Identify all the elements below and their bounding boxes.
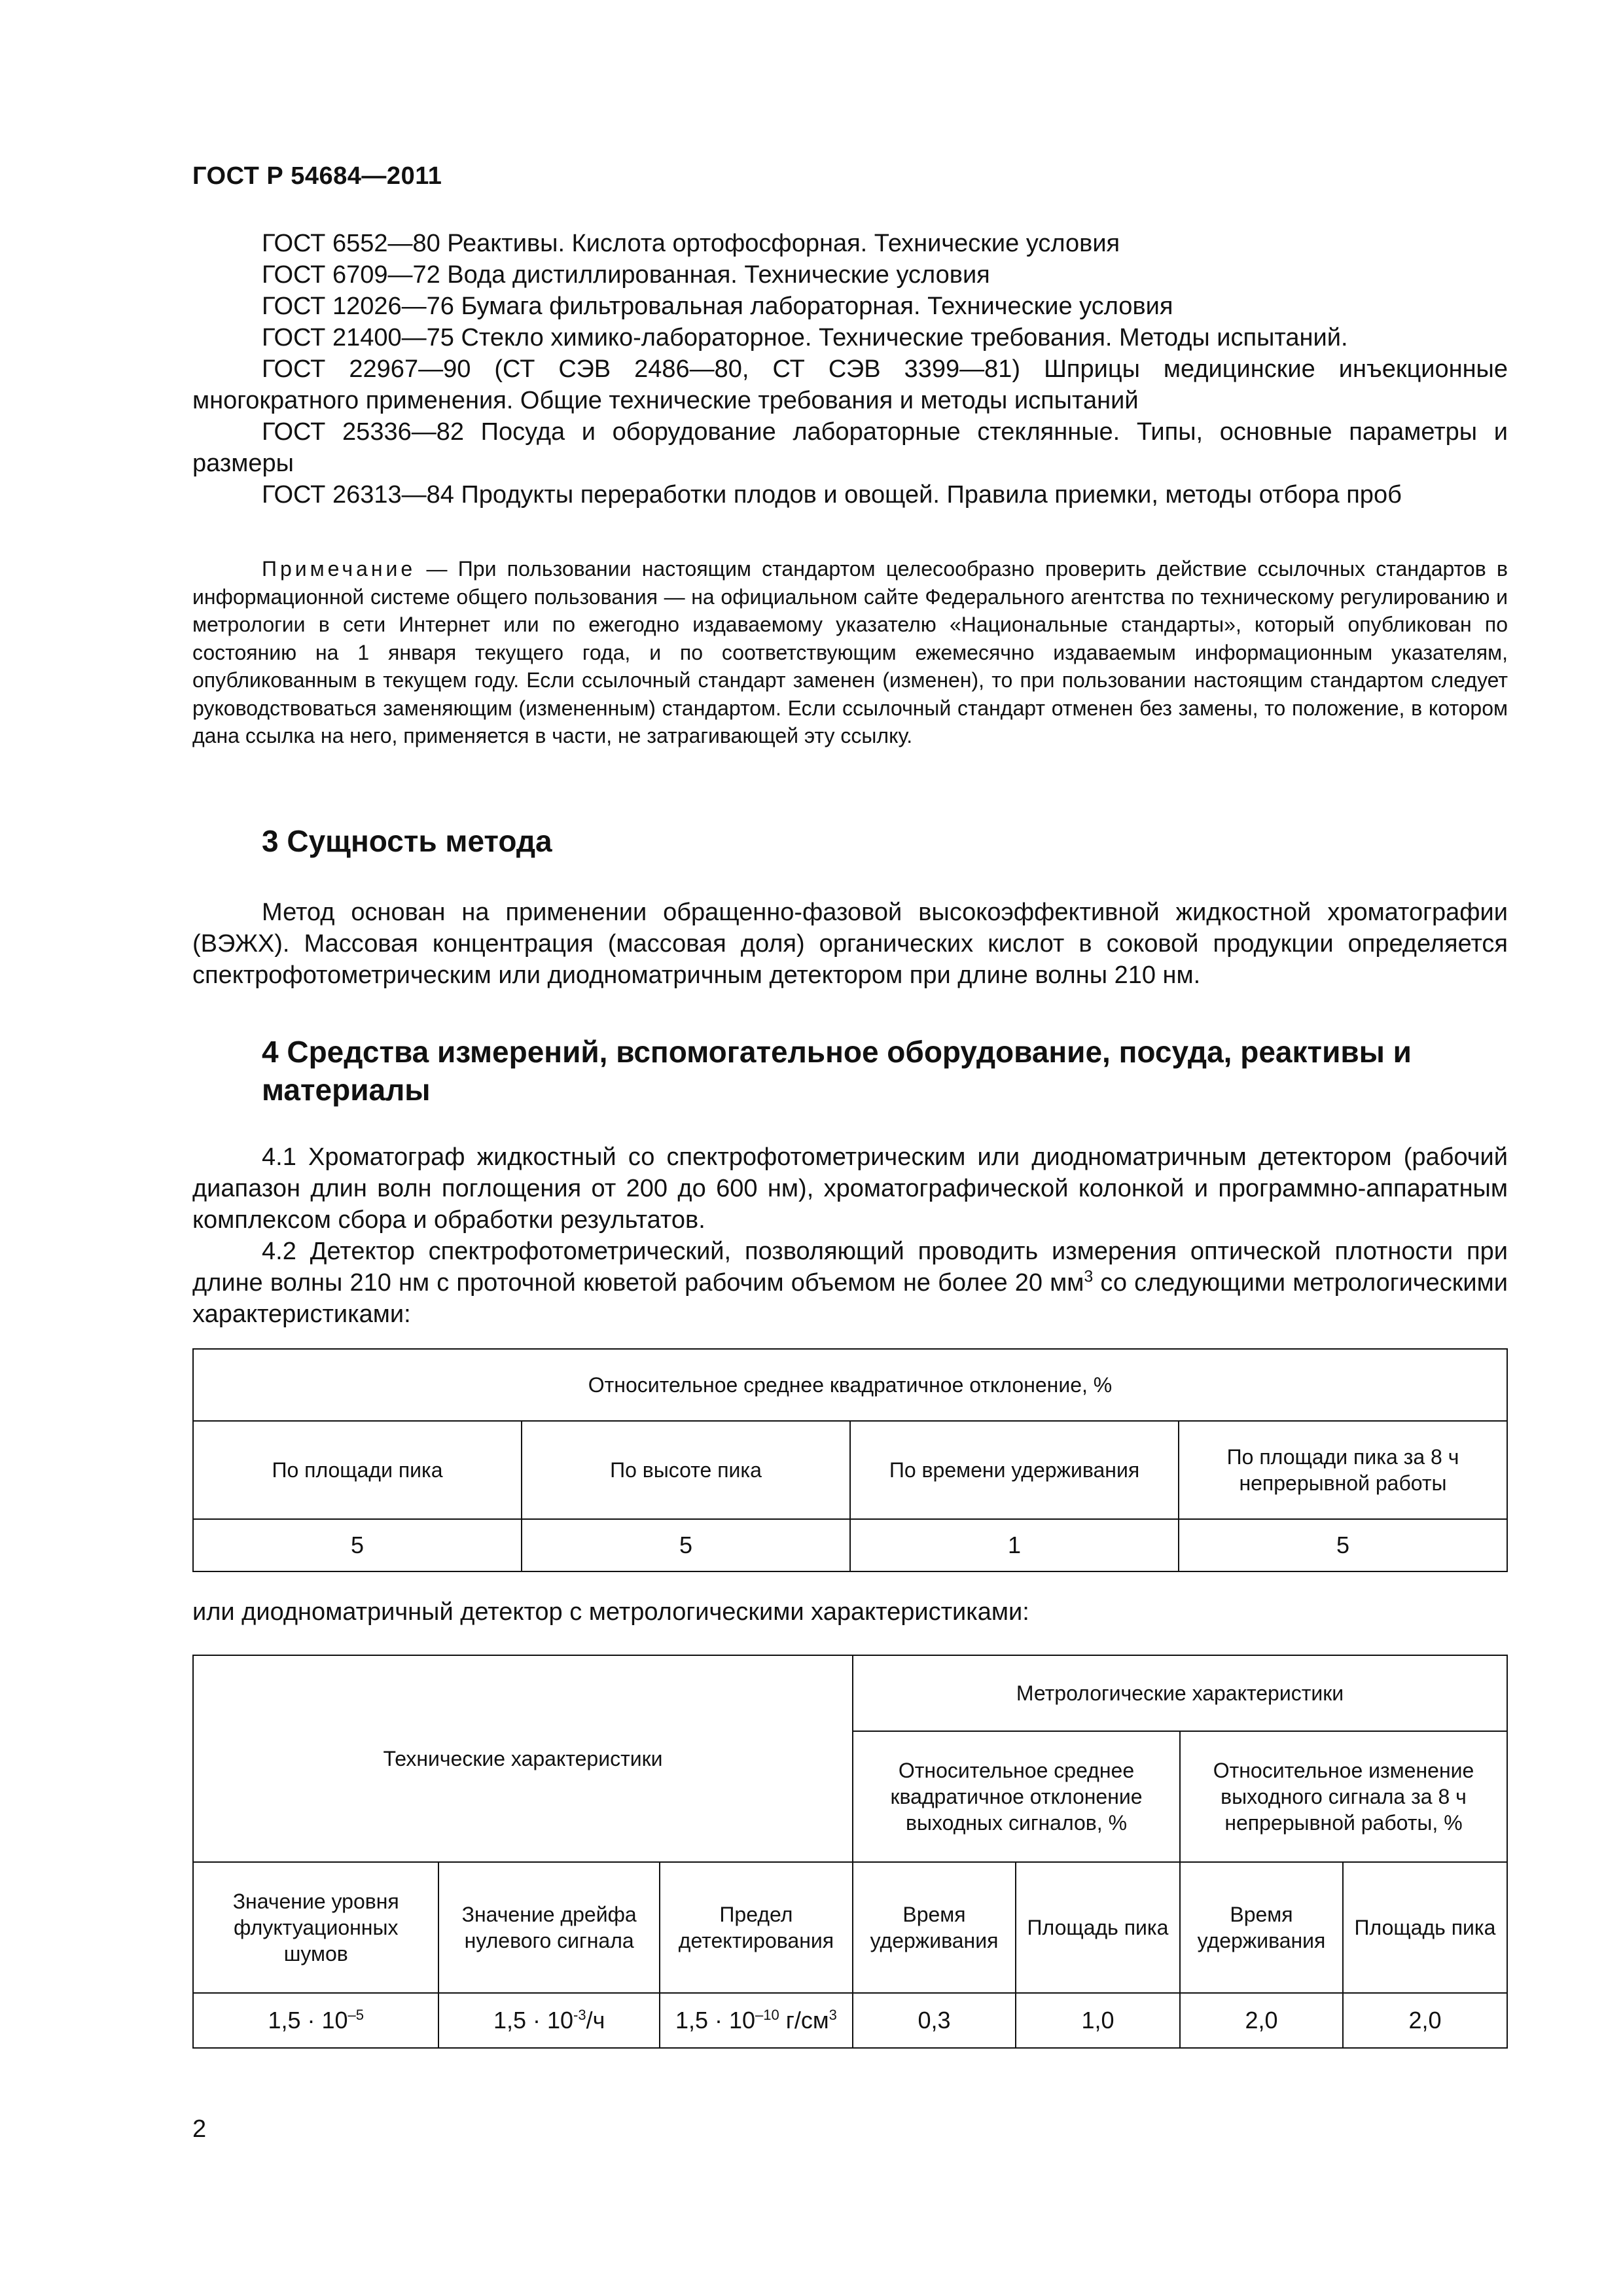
table2-value-cell: 0,3 <box>853 1993 1016 2048</box>
table2-col-header: Площадь пика <box>1343 1862 1507 1993</box>
table2-value-cell: 2,0 <box>1180 1993 1343 2048</box>
table2-metro-sub-header: Относительное изменение выходного сигнала за 8 ч непрерывной работы, % <box>1180 1731 1507 1862</box>
table1-header-cell: По высоте пика <box>522 1421 850 1519</box>
section-4-heading: 4 Средства измерений, вспомогательное оборудование, посуда, реактивы и материалы <box>262 1035 1412 1107</box>
detection-limit-unit: г/см <box>779 2007 829 2034</box>
note-label: Примечание <box>262 557 416 581</box>
table2-col-header: Время удерживания <box>1180 1862 1343 1993</box>
table1-value-cell: 5 <box>1179 1519 1507 1571</box>
table2-value-cell <box>660 1993 853 2048</box>
reference-item: ГОСТ 6709—72 Вода дистиллированная. Технические условия <box>262 261 990 289</box>
clause-4-2-sup: 3 <box>1084 1267 1094 1286</box>
detection-limit-base: 1,5 · 10 <box>675 2007 756 2034</box>
clause-4-2-main: 4.2 Детектор спектрофотометрический, позволяющий проводить измерения оптической плотности при длине волны 210 нм с проточной кюветой рабочим объемом не более 20 мм <box>192 1238 1508 1297</box>
table2-value-cell: 1,0 <box>1016 1993 1180 2048</box>
normative-references-list <box>192 228 1508 511</box>
detection-limit-exponent: –10 <box>755 2007 779 2023</box>
note-text: — При пользовании настоящим стандартом целесообразно проверить действие ссылочных стандартов в информационной системе общего пользования — на официальном сайте Федерального агентства по техническому регулированию и метрологии в сети Интернет или по ежегодно издаваемому указателю «Национальные стандарты», который опубликован по состоянию на 1 января текущего года, и по соответствующим ежемесячно издаваемым информационным указателям, опубликованным в текущем году. Если ссылочный стандарт заменен (изменен), то при пользовании настоящим стандартом следует руководствоваться заменяющим (измененным) стандартом. Если ссылочный стандарт отменен без замены, то положение, в котором дана ссылка на него, применяется в части, не затрагивающей эту ссылку. <box>192 557 1508 747</box>
page-number: 2 <box>192 2115 207 2143</box>
reference-item: ГОСТ 12026—76 Бумага фильтровальная лабораторная. Технические условия <box>262 293 1173 320</box>
drift-value-exponent: -3 <box>573 2007 586 2023</box>
table2-metro-sub-header: Относительное среднее квадратичное отклонение выходных сигналов, % <box>853 1731 1180 1862</box>
clause-4-2-tail: со следующими метрологическими характеристиками: <box>192 1269 1508 1328</box>
table1-header-cell: По площади пика <box>193 1421 522 1519</box>
table1-header-cell: По площади пика за 8 ч непрерывной работы <box>1179 1421 1507 1519</box>
reference-item: ГОСТ 6552—80 Реактивы. Кислота ортофосфорная. Технические условия <box>262 230 1120 257</box>
table1-header-cell: По времени удерживания <box>850 1421 1179 1519</box>
section-3-heading: 3 Сущность метода <box>262 824 552 858</box>
noise-value-exponent: –5 <box>348 2007 365 2023</box>
reference-item: ГОСТ 26313—84 Продукты переработки плодов и овощей. Правила приемки, методы отбора проб <box>262 481 1402 509</box>
document-header: ГОСТ Р 54684—2011 <box>192 162 442 190</box>
clause-4-2-text <box>192 1236 1508 1330</box>
table1-title: Относительное среднее квадратичное отклонение, % <box>193 1349 1507 1421</box>
table2-col-header: Значение уровня флуктуационных шумов <box>193 1862 438 1993</box>
table2-value-cell <box>193 1993 438 2048</box>
table2-col-header: Время удерживания <box>853 1862 1016 1993</box>
note-paragraph <box>192 555 1508 750</box>
table2-tech-header: Технические характеристики <box>193 1655 853 1862</box>
drift-value-unit: /ч <box>586 2007 605 2034</box>
detection-limit-unit-exponent: 3 <box>829 2007 837 2023</box>
spectrophotometric-detector-table <box>192 1348 1508 1572</box>
reference-item: ГОСТ 22967—90 (СТ СЭВ 2486—80, СТ СЭВ 3399—81) Шприцы медицинские инъекционные многократного применения. Общие технические требования и методы испытаний <box>192 355 1508 414</box>
section-3-text: Метод основан на применении обращенно-фазовой высокоэффективной жидкостной хроматографии (ВЭЖХ). Массовая концентрация (массовая доля) органических кислот в соковой продукции определяется спектрофотометрическим или диодноматричным детектором при длине волны 210 нм. <box>192 899 1508 989</box>
reference-item: ГОСТ 21400—75 Стекло химико-лабораторное. Технические требования. Методы испытаний. <box>262 324 1348 351</box>
drift-value-base: 1,5 · 10 <box>493 2007 574 2034</box>
reference-item: ГОСТ 25336—82 Посуда и оборудование лабораторные стеклянные. Типы, основные параметры и размеры <box>192 418 1508 477</box>
table2-value-cell: 2,0 <box>1343 1993 1507 2048</box>
noise-value-base: 1,5 · 10 <box>268 2007 348 2034</box>
diode-array-detector-table <box>192 1655 1508 2049</box>
table2-col-header: Площадь пика <box>1016 1862 1180 1993</box>
table1-value-cell: 5 <box>522 1519 850 1571</box>
table1-value-cell: 5 <box>193 1519 522 1571</box>
diode-array-intro: или диодноматричный детектор с метрологическими характеристиками: <box>192 1598 1029 1626</box>
table2-metro-header: Метрологические характеристики <box>853 1655 1507 1731</box>
table2-col-header: Предел детектирования <box>660 1862 853 1993</box>
clause-4-1-text: 4.1 Хроматограф жидкостный со спектрофотометрическим или диодноматричным детектором (рабочий диапазон длин волн поглощения от 200 до 600 нм), хроматографической колонкой и программно-аппаратным комплексом сбора и обработки результатов. <box>192 1143 1508 1234</box>
table2-col-header: Значение дрейфа нулевого сигнала <box>438 1862 659 1993</box>
table1-value-cell: 1 <box>850 1519 1179 1571</box>
table2-value-cell <box>438 1993 659 2048</box>
